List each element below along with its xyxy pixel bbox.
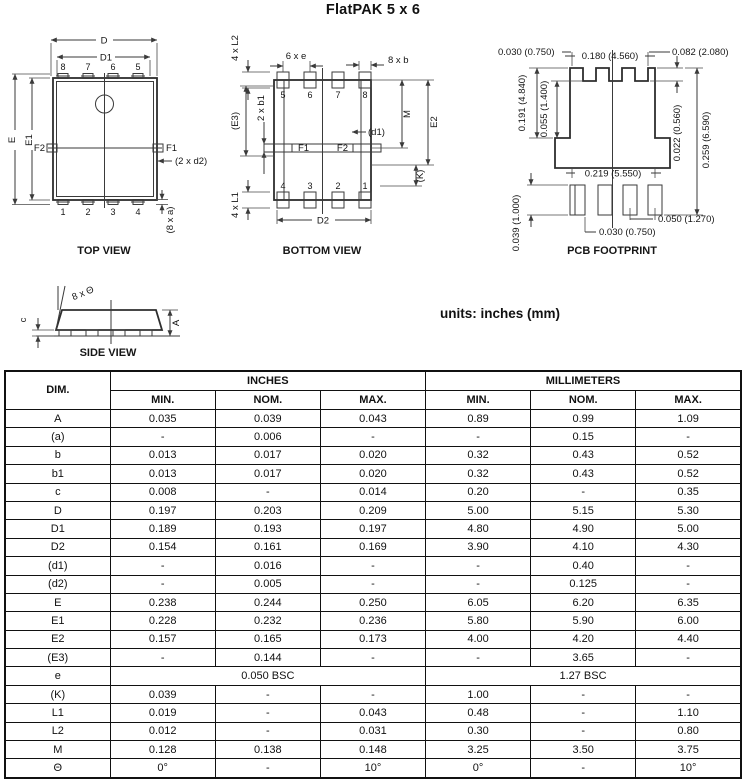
value-cell: - — [215, 685, 320, 703]
value-cell: 0.125 — [531, 575, 636, 593]
value-cell: 0.43 — [531, 446, 636, 464]
pin-number: 6 — [307, 90, 313, 100]
table-header — [5, 371, 741, 410]
value-cell: 0.031 — [320, 722, 425, 740]
value-cell: 0.238 — [110, 593, 215, 611]
dim-cell: Θ — [5, 759, 110, 778]
dim-cell: b — [5, 446, 110, 464]
dim-label-top-width: 0.180 (4.560) — [581, 51, 639, 62]
dim-cell: (E3) — [5, 649, 110, 667]
dim-label-A: A — [171, 319, 182, 327]
value-cell: 0.008 — [110, 483, 215, 501]
table-row — [5, 741, 741, 759]
value-cell: 1.27 BSC — [426, 667, 742, 685]
pin-number: 2 — [85, 207, 91, 217]
value-cell: - — [110, 649, 215, 667]
dim-cell: A — [5, 410, 110, 428]
dim-cell: E — [5, 593, 110, 611]
pin-number: 1 — [60, 207, 66, 217]
value-cell: - — [110, 428, 215, 446]
dim-label-2xd2: (2 x d2) — [175, 156, 208, 167]
value-cell: 0.005 — [215, 575, 320, 593]
pin-pads — [570, 185, 662, 215]
table-row — [5, 465, 741, 483]
value-cell: - — [215, 722, 320, 740]
dim-cell: b1 — [5, 465, 110, 483]
bottom-view-drawing — [230, 18, 465, 265]
dim-label-K: (K) — [415, 169, 426, 183]
table-row — [5, 759, 741, 778]
dimension-table — [4, 370, 742, 779]
table-row — [5, 685, 741, 703]
dim-label-D2: D2 — [316, 215, 330, 227]
value-cell: 0.43 — [531, 465, 636, 483]
value-cell: - — [320, 575, 425, 593]
value-cell: 3.75 — [636, 741, 741, 759]
value-cell: - — [215, 759, 320, 778]
dim-cell: E1 — [5, 612, 110, 630]
dim-cell: L2 — [5, 722, 110, 740]
pin-number: 3 — [110, 207, 116, 217]
dim-cell: c — [5, 483, 110, 501]
dim-label-2xb1: 2 x b1 — [256, 95, 267, 121]
value-cell: 0.250 — [320, 593, 425, 611]
dim-cell: M — [5, 741, 110, 759]
pin-number: 2 — [335, 181, 341, 191]
pin-number: 7 — [85, 62, 91, 72]
value-cell: 0.32 — [426, 465, 531, 483]
dim-label-F1: F1 — [166, 143, 178, 154]
value-cell: 0.043 — [320, 704, 425, 722]
dim-cell: e — [5, 667, 110, 685]
dim-cell: (K) — [5, 685, 110, 703]
value-cell: 0.197 — [320, 520, 425, 538]
value-cell: 5.00 — [636, 520, 741, 538]
col-header-inches-nom: NOM. — [215, 391, 320, 410]
value-cell: 0.30 — [426, 722, 531, 740]
pin-number: 8 — [60, 62, 66, 72]
value-cell: 6.05 — [426, 593, 531, 611]
dim-table-body — [5, 410, 741, 778]
value-cell: 0° — [110, 759, 215, 778]
table-row — [5, 557, 741, 575]
dim-label-E1: E1 — [24, 134, 35, 146]
value-cell: 5.15 — [531, 501, 636, 519]
dim-label-right-outer: 0.259 (6.590) — [701, 111, 712, 169]
value-cell: 0.209 — [320, 501, 425, 519]
value-cell: 0.232 — [215, 612, 320, 630]
dim-label-pad-width: 0.030 (0.750) — [599, 227, 656, 238]
dim-cell: E2 — [5, 630, 110, 648]
table-row — [5, 446, 741, 464]
value-cell: 3.90 — [426, 538, 531, 556]
value-cell: 4.20 — [531, 630, 636, 648]
value-cell: 0.035 — [110, 410, 215, 428]
top-view-diagram — [0, 18, 230, 265]
value-cell: - — [426, 557, 531, 575]
value-cell: - — [320, 557, 425, 575]
table-row — [5, 630, 741, 648]
value-cell: - — [110, 575, 215, 593]
value-cell: 0.020 — [320, 465, 425, 483]
table-row — [5, 722, 741, 740]
value-cell: - — [320, 685, 425, 703]
pin-number: 8 — [362, 90, 368, 100]
dim-label-E2: E2 — [429, 116, 440, 128]
table-row — [5, 612, 741, 630]
dim-label-c: c — [18, 317, 29, 323]
table-row — [5, 410, 741, 428]
value-cell: 4.10 — [531, 538, 636, 556]
dim-label-left-outer: 0.191 (4.840) — [517, 74, 528, 132]
value-cell: 0.173 — [320, 630, 425, 648]
value-cell: 0.165 — [215, 630, 320, 648]
dim-cell: D1 — [5, 520, 110, 538]
value-cell: 0.80 — [636, 722, 741, 740]
col-header-millimeters: MILLIMETERS — [426, 371, 742, 391]
value-cell: 4.00 — [426, 630, 531, 648]
value-cell: - — [636, 557, 741, 575]
value-cell: 0.193 — [215, 520, 320, 538]
pcb-footprint-caption: PCB FOOTPRINT — [567, 245, 657, 257]
dim-cell: (d2) — [5, 575, 110, 593]
pin-number: 5 — [280, 90, 286, 100]
value-cell: 6.20 — [531, 593, 636, 611]
dim-cell: D2 — [5, 538, 110, 556]
value-cell: 0.017 — [215, 465, 320, 483]
value-cell: - — [426, 575, 531, 593]
value-cell: 0.189 — [110, 520, 215, 538]
value-cell: - — [531, 722, 636, 740]
dim-label-4xL2: 4 x L2 — [230, 35, 241, 61]
value-cell: 3.50 — [531, 741, 636, 759]
table-row — [5, 538, 741, 556]
value-cell: 0.013 — [110, 446, 215, 464]
value-cell: - — [636, 428, 741, 446]
dim-label-E: E — [7, 136, 18, 144]
value-cell: - — [320, 649, 425, 667]
dim-label-F2: F2 — [336, 143, 348, 154]
value-cell: 5.30 — [636, 501, 741, 519]
table-row — [5, 704, 741, 722]
value-cell: 0.15 — [531, 428, 636, 446]
value-cell: 0.169 — [320, 538, 425, 556]
dim-label-8xa: (8 x a) — [165, 206, 176, 234]
value-cell: - — [110, 557, 215, 575]
dim-label-d1: (d1) — [368, 127, 385, 138]
value-cell: 4.90 — [531, 520, 636, 538]
value-cell: 0.197 — [110, 501, 215, 519]
value-cell: - — [531, 483, 636, 501]
table-row — [5, 575, 741, 593]
table-row — [5, 483, 741, 501]
value-cell: - — [426, 649, 531, 667]
table-row — [5, 649, 741, 667]
dim-label-top-right: 0.082 (2.080) — [672, 47, 729, 58]
col-header-inches: INCHES — [110, 371, 425, 391]
value-cell: 10° — [320, 759, 425, 778]
value-cell: 0.236 — [320, 612, 425, 630]
value-cell: 4.30 — [636, 538, 741, 556]
value-cell: 0.157 — [110, 630, 215, 648]
value-cell: 1.09 — [636, 410, 741, 428]
dim-label-6xe: 6 x e — [285, 51, 307, 62]
table-row — [5, 667, 741, 685]
value-cell: 0.016 — [215, 557, 320, 575]
dim-label-F2: F2 — [33, 143, 45, 154]
pin-number: 4 — [135, 207, 141, 217]
value-cell: 0.050 BSC — [110, 667, 425, 685]
value-cell: 0.148 — [320, 741, 425, 759]
value-cell: 1.10 — [636, 704, 741, 722]
value-cell: 0.128 — [110, 741, 215, 759]
pin-number: 5 — [135, 62, 141, 72]
side-view-diagram — [8, 272, 233, 367]
value-cell: 3.65 — [531, 649, 636, 667]
pin-number: 1 — [362, 181, 368, 191]
value-cell: 0.203 — [215, 501, 320, 519]
value-cell: 0.154 — [110, 538, 215, 556]
col-header-inches-min: MIN. — [110, 391, 215, 410]
value-cell: 0.99 — [531, 410, 636, 428]
dim-label-left-inner: 0.055 (1.400) — [539, 80, 550, 138]
value-cell: 0.244 — [215, 593, 320, 611]
value-cell: - — [636, 649, 741, 667]
value-cell: 0.138 — [215, 741, 320, 759]
side-view-caption: SIDE VIEW — [79, 347, 137, 359]
pin-number: 7 — [335, 90, 341, 100]
dim-label-mid-width: 0.219 (5.550) — [584, 168, 642, 180]
value-cell: 0.52 — [636, 465, 741, 483]
table-row — [5, 501, 741, 519]
value-cell: 3.25 — [426, 741, 531, 759]
value-cell: 0.228 — [110, 612, 215, 630]
value-cell: 1.00 — [426, 685, 531, 703]
pcb-footprint-drawing — [465, 18, 746, 265]
value-cell: 10° — [636, 759, 741, 778]
dim-label-pad-height: 0.039 (1.000) — [511, 194, 522, 252]
value-cell: 0.006 — [215, 428, 320, 446]
side-view-drawing — [8, 272, 233, 367]
table-row — [5, 428, 741, 446]
bottom-view-caption: BOTTOM VIEW — [282, 245, 362, 257]
value-cell: 0.161 — [215, 538, 320, 556]
dim-label-pad-pitch: 0.050 (1.270) — [658, 214, 715, 225]
value-cell: 5.90 — [531, 612, 636, 630]
col-header-mm-min: MIN. — [426, 391, 531, 410]
value-cell: - — [636, 575, 741, 593]
value-cell: - — [215, 704, 320, 722]
top-view-caption: TOP VIEW — [77, 245, 131, 257]
value-cell: - — [636, 685, 741, 703]
value-cell: - — [320, 428, 425, 446]
bottom-view-diagram — [230, 18, 465, 265]
col-header-dim: DIM. — [5, 371, 110, 410]
value-cell: - — [531, 685, 636, 703]
pin-number: 6 — [110, 62, 116, 72]
table-row — [5, 593, 741, 611]
value-cell: - — [531, 759, 636, 778]
value-cell: 6.35 — [636, 593, 741, 611]
value-cell: 0.017 — [215, 446, 320, 464]
dim-label-top-left: 0.030 (0.750) — [498, 47, 555, 58]
dim-label-D1: D1 — [99, 52, 113, 64]
dim-label-E3: (E3) — [230, 112, 241, 130]
value-cell: 0.20 — [426, 483, 531, 501]
value-cell: 5.80 — [426, 612, 531, 630]
value-cell: 5.00 — [426, 501, 531, 519]
value-cell: 0.019 — [110, 704, 215, 722]
value-cell: 0.48 — [426, 704, 531, 722]
value-cell: - — [215, 483, 320, 501]
dim-label-M: M — [402, 110, 413, 118]
dim-label-D: D — [100, 35, 108, 47]
dim-label-F1: F1 — [298, 143, 310, 154]
col-header-mm-nom: NOM. — [531, 391, 636, 410]
value-cell: 0.144 — [215, 649, 320, 667]
value-cell: 0.52 — [636, 446, 741, 464]
value-cell: 0.014 — [320, 483, 425, 501]
side-view-package-body — [56, 310, 162, 330]
page-title: FlatPAK 5 x 6 — [325, 2, 421, 18]
dim-cell: L1 — [5, 704, 110, 722]
value-cell: 0.013 — [110, 465, 215, 483]
pin-number: 3 — [307, 181, 313, 191]
value-cell: 6.00 — [636, 612, 741, 630]
col-header-mm-max: MAX. — [636, 391, 741, 410]
dim-cell: D — [5, 501, 110, 519]
dim-label-4xL1: 4 x L1 — [230, 192, 241, 218]
pcb-footprint-diagram — [465, 18, 746, 265]
value-cell: 0.35 — [636, 483, 741, 501]
value-cell: 4.40 — [636, 630, 741, 648]
top-view-drawing — [0, 18, 230, 265]
value-cell: 0.012 — [110, 722, 215, 740]
dim-label-right-inner: 0.022 (0.560) — [672, 104, 683, 162]
value-cell: 0.039 — [110, 685, 215, 703]
value-cell: 4.80 — [426, 520, 531, 538]
col-header-inches-max: MAX. — [320, 391, 425, 410]
value-cell: 0.32 — [426, 446, 531, 464]
dim-cell: (a) — [5, 428, 110, 446]
units-note: units: inches (mm) — [440, 306, 561, 321]
dim-label-angle: 8 x Θ — [70, 284, 96, 304]
table-row — [5, 520, 741, 538]
value-cell: 0.89 — [426, 410, 531, 428]
value-cell: 0° — [426, 759, 531, 778]
value-cell: 0.043 — [320, 410, 425, 428]
value-cell: - — [531, 704, 636, 722]
value-cell: - — [426, 428, 531, 446]
f1-tab — [264, 144, 292, 152]
dim-label-8xb: 8 x b — [388, 55, 409, 66]
value-cell: 0.039 — [215, 410, 320, 428]
pin-number: 4 — [280, 181, 286, 191]
value-cell: 0.40 — [531, 557, 636, 575]
dim-cell: (d1) — [5, 557, 110, 575]
value-cell: 0.020 — [320, 446, 425, 464]
